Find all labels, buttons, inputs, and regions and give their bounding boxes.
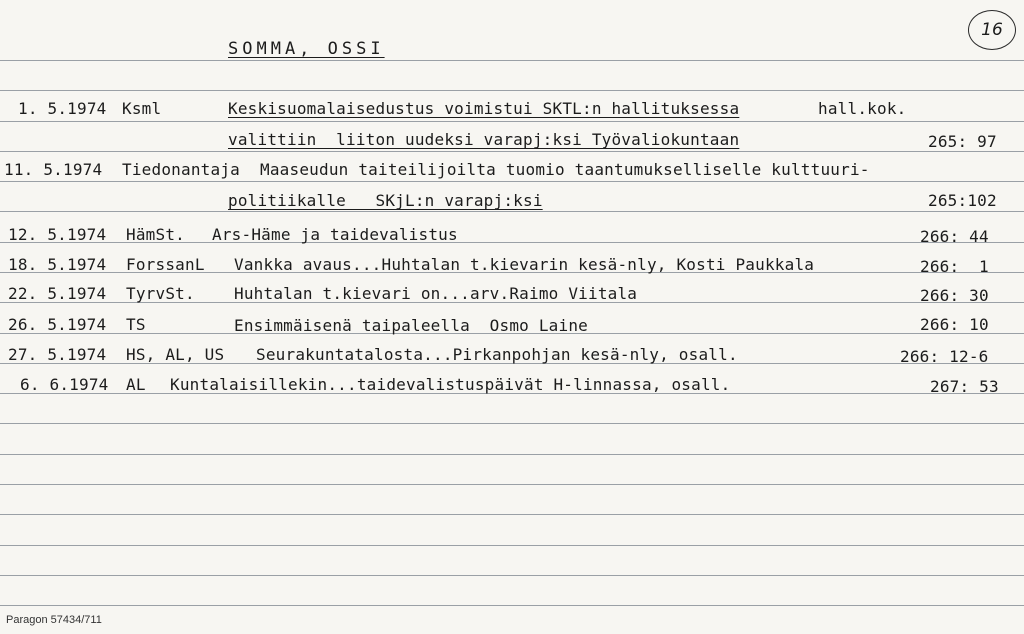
rule-line (0, 121, 1024, 122)
entry-text: Ensimmäisenä taipaleella Osmo Laine (234, 316, 588, 335)
entry-source: AL (126, 375, 146, 394)
entry-ref: 267: 53 (930, 377, 999, 396)
entry-source: HS, AL, US (126, 345, 225, 364)
entry-text: Seurakuntatalosta...Pirkanpohjan kesä-nly, osall. (256, 345, 738, 364)
entry-date: 12. 5.1974 (8, 225, 107, 244)
entry-ref: 266: 10 (920, 315, 989, 334)
entry-text: Ars-Häme ja taidevalistus (212, 225, 458, 244)
card-footer: Paragon 57434/711 (6, 614, 102, 626)
entry-text: Vankka avaus...Huhtalan t.kievarin kesä-nly, Kosti Paukkala (234, 255, 815, 274)
entry-ref: 266: 1 (920, 257, 989, 276)
entry-text: Keskisuomalaisedustus voimistui SKTL:n hallituksessa (228, 99, 740, 118)
card-number-circle (968, 10, 1016, 50)
rule-line (0, 605, 1024, 606)
entry-ref: 266: 44 (920, 227, 989, 246)
rule-line (0, 484, 1024, 485)
rule-line (0, 211, 1024, 212)
entry-date: 1. 5.1974 (18, 99, 107, 118)
entry-source: TyrvSt. (126, 284, 195, 303)
card-number: 16 (981, 20, 1003, 40)
entry-date: 6. 6.1974 (20, 375, 109, 394)
entry-source: ForssanL (126, 255, 205, 274)
rule-line (0, 575, 1024, 576)
entry-date: 18. 5.1974 (8, 255, 107, 274)
rule-line (0, 423, 1024, 424)
entry-ref: 265: 97 (928, 132, 997, 151)
entry-text: Maaseudun taiteilijoilta tuomio taantumukselliselle kulttuuri- (260, 160, 870, 179)
entry-text: valittiin liiton uudeksi varapj:ksi Työvaliokuntaan (228, 130, 740, 149)
entry-source: Tiedonantaja (122, 160, 240, 179)
rule-line (0, 90, 1024, 91)
entry-text: politiikalle SKjL:n varapj:ksi (228, 191, 543, 210)
entry-text: Huhtalan t.kievari on...arv.Raimo Viitala (234, 284, 638, 303)
entry-ref: 265:102 (928, 191, 997, 210)
entry-text: Kuntalaisillekin...taidevalistuspäivät H-linnassa, osall. (170, 375, 731, 394)
entry-source: Ksml (122, 99, 162, 118)
card-title: SOMMA, OSSI (228, 39, 385, 59)
entry-ref: 266: 30 (920, 286, 989, 305)
rule-line (0, 545, 1024, 546)
entry-source: TS (126, 315, 146, 334)
entry-date: 26. 5.1974 (8, 315, 107, 334)
entry-date: 11. 5.1974 (4, 160, 103, 179)
rule-line (0, 151, 1024, 152)
entry-date: 27. 5.1974 (8, 345, 107, 364)
rule-line (0, 60, 1024, 61)
rule-line (0, 181, 1024, 182)
entry-source: HämSt. (126, 225, 185, 244)
entry-ref: 266: 12-6 (900, 347, 989, 366)
entry-extra: hall.kok. (818, 99, 907, 118)
rule-line (0, 454, 1024, 455)
rule-line (0, 514, 1024, 515)
entry-date: 22. 5.1974 (8, 284, 107, 303)
